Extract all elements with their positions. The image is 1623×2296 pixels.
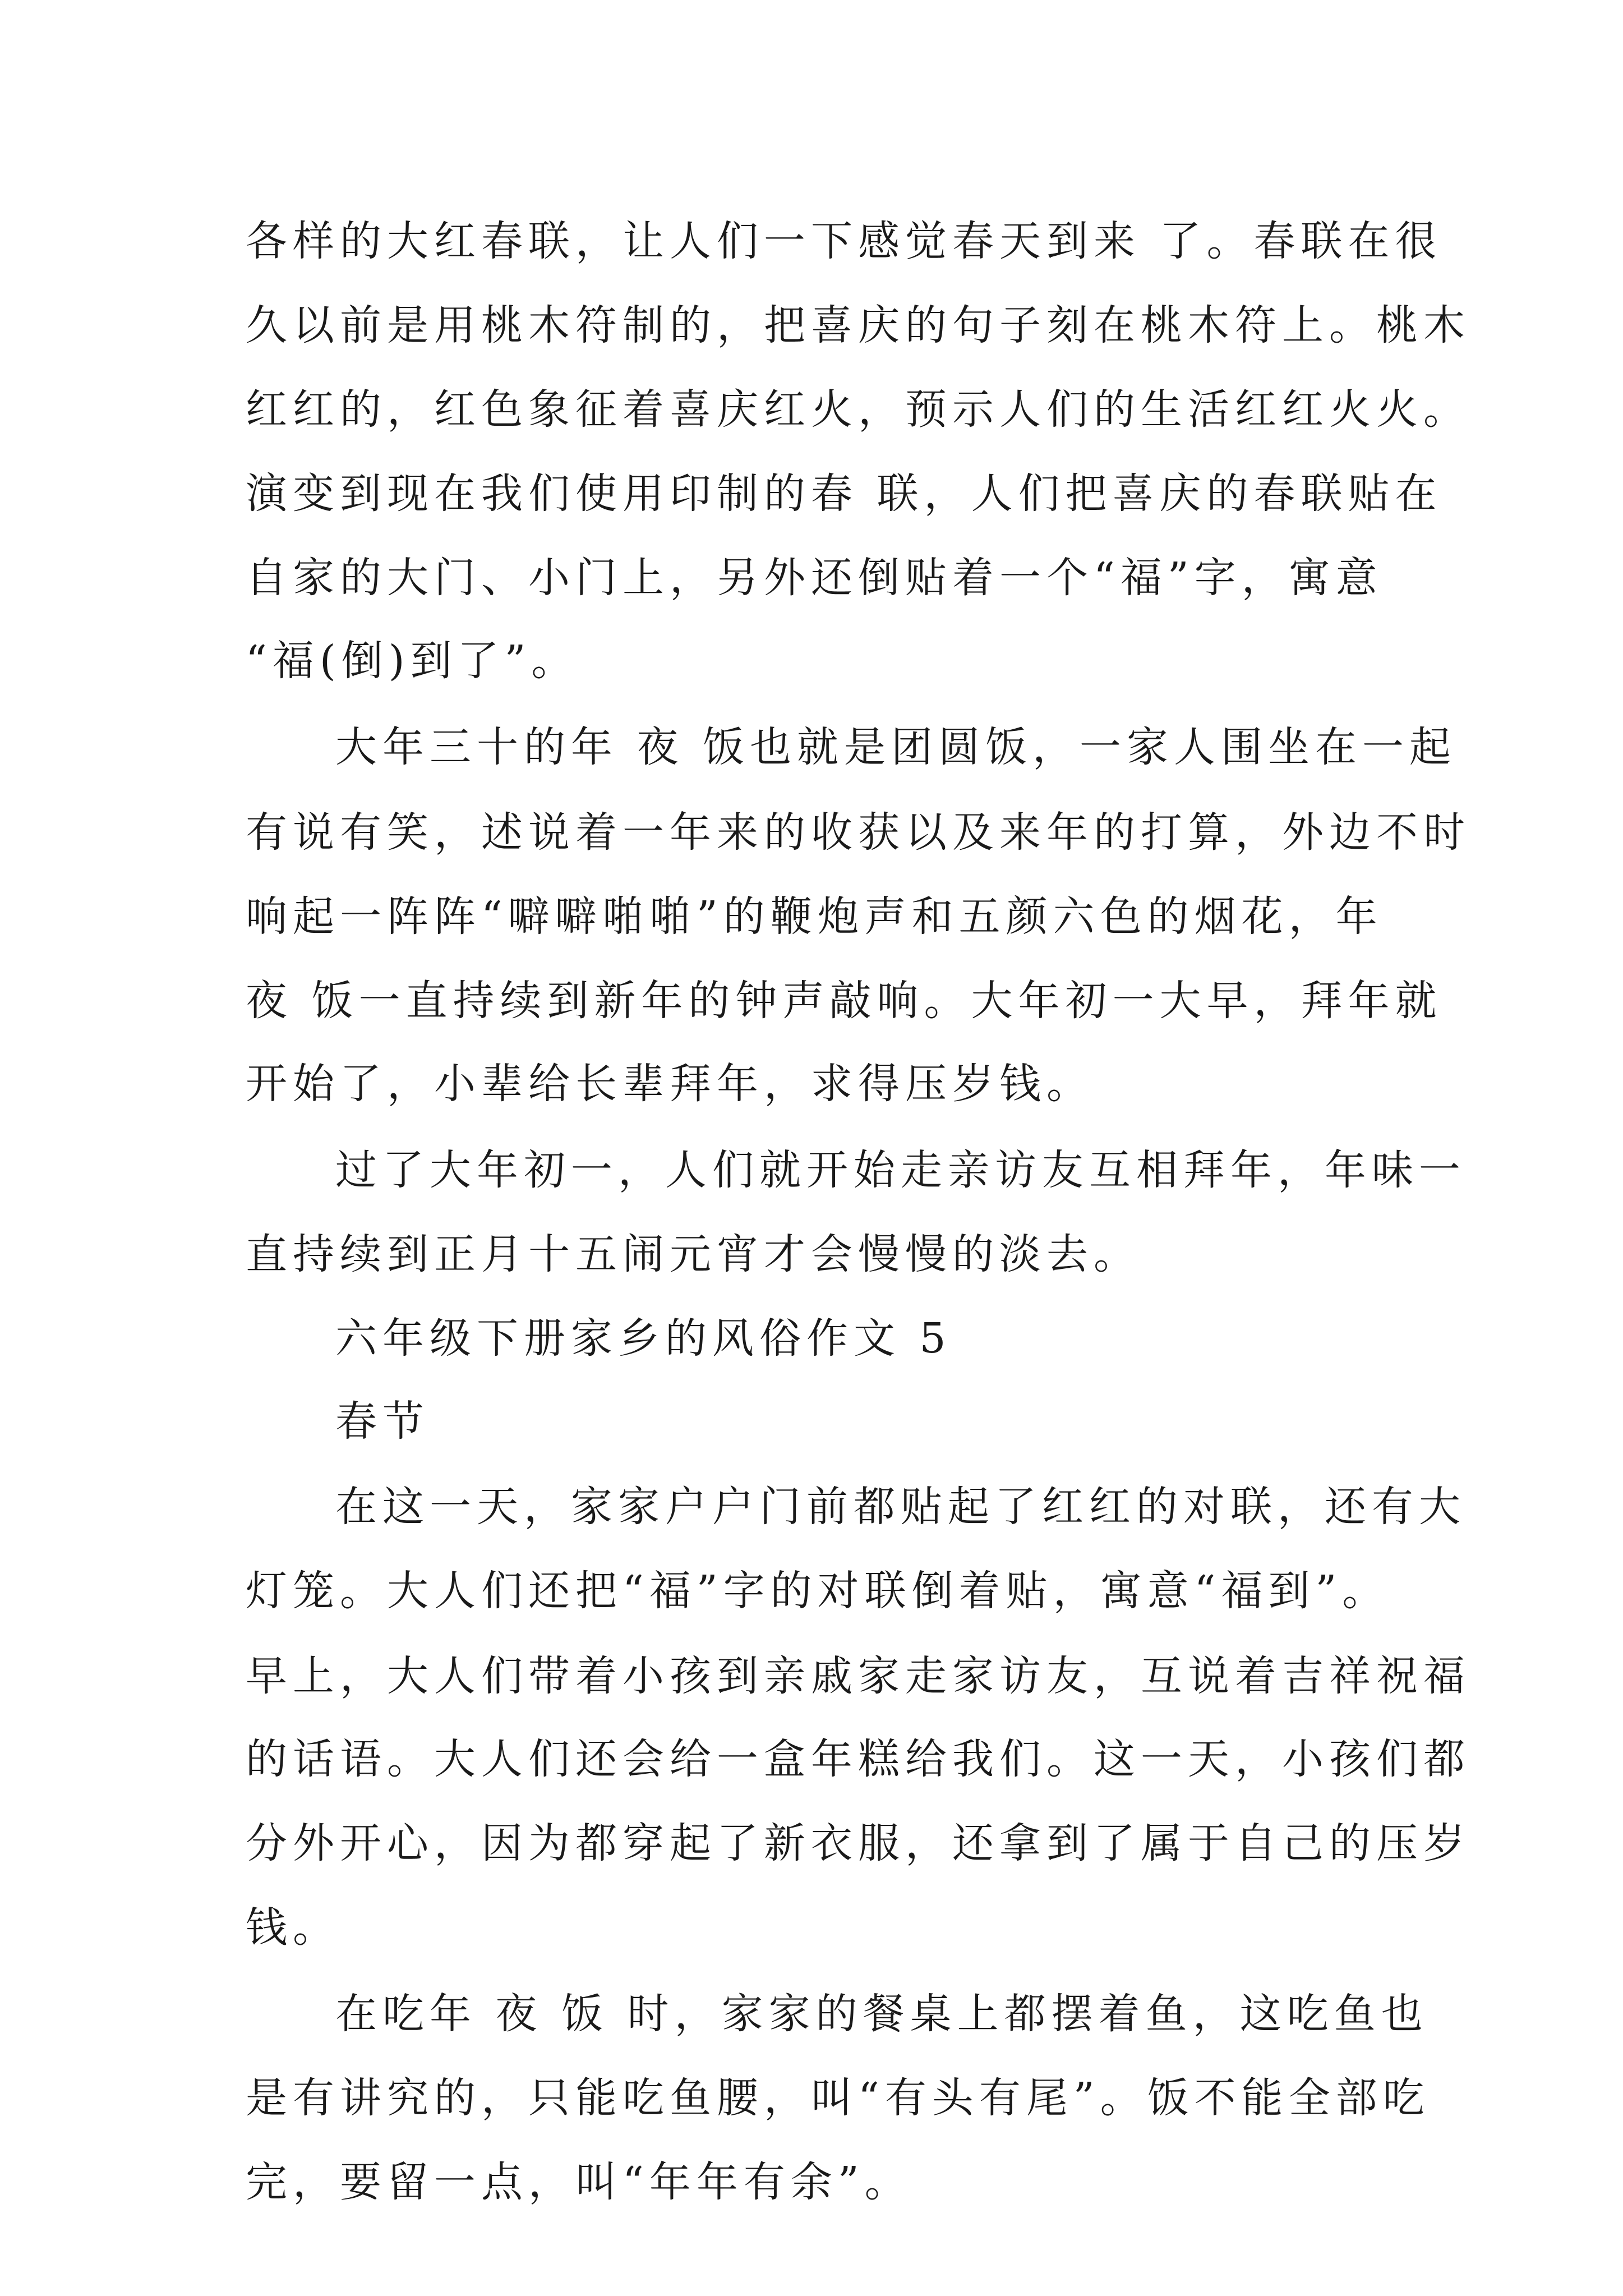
text-line: 早上，大人们带着小孩到亲戚家走家访友，互说着吉祥祝福	[246, 1652, 1470, 1700]
text-line: 夜 饭一直持续到新年的钟声敲响。大年初一大早，拜年就	[246, 977, 1442, 1025]
text-line: 灯笼。大人们还把“福”字的对联倒着贴，寓意“福到”。	[246, 1567, 1390, 1615]
text-line: 演变到现在我们使用印制的春 联，人们把喜庆的春联贴在	[246, 470, 1442, 518]
text-line: 久以前是用桃木符制的，把喜庆的句子刻在桃木符上。桃木	[246, 301, 1470, 349]
text-line: “福(倒)到了”。	[246, 637, 579, 685]
text-line: 直持续到正月十五闹元宵才会慢慢的淡去。	[246, 1230, 1141, 1278]
text-line: 钱。	[246, 1903, 340, 1952]
text-line: 响起一阵阵“噼噼啪啪”的鞭炮声和五颜六色的烟花，年	[246, 892, 1383, 941]
text-line: 开始了，小辈给长辈拜年，求得压岁钱。	[246, 1060, 1094, 1108]
text-line: 的话语。大人们还会给一盒年糕给我们。这一天，小孩们都	[246, 1735, 1470, 1783]
text-line: 是有讲究的，只能吃鱼腰，叫“有头有尾”。饭不能全部吃	[246, 2074, 1430, 2122]
paragraph-start-line: 在吃年 夜 饭 时，家家的餐桌上都摆着鱼，这吃鱼也	[335, 1990, 1428, 2038]
text-line: 分外开心，因为都穿起了新衣服，还拿到了属于自己的压岁	[246, 1819, 1470, 1867]
paragraph-start-line: 过了大年初一，人们就开始走亲访友互相拜年，年味一	[335, 1146, 1466, 1194]
text-line: 红红的，红色象征着喜庆红火，预示人们的生活红红火火。	[246, 385, 1470, 434]
paragraph-start-line: 大年三十的年 夜 饭也就是团圆饭，一家人围坐在一起	[335, 723, 1457, 771]
text-line: 有说有笑，述说着一年来的收获以及来年的打算，外边不时	[246, 808, 1470, 857]
text-line: 各样的大红春联，让人们一下感觉春天到来 了。春联在很	[246, 217, 1442, 265]
section-subheading: 春节	[335, 1397, 430, 1446]
text-line: 完，要留一点，叫“年年有余”。	[246, 2158, 912, 2206]
section-heading: 六年级下册家乡的风俗作文 5	[335, 1314, 952, 1363]
text-line: 自家的大门、小门上，另外还倒贴着一个“福”字，寓意	[246, 554, 1383, 602]
paragraph-start-line: 在这一天，家家户户门前都贴起了红红的对联，还有大	[335, 1483, 1466, 1531]
